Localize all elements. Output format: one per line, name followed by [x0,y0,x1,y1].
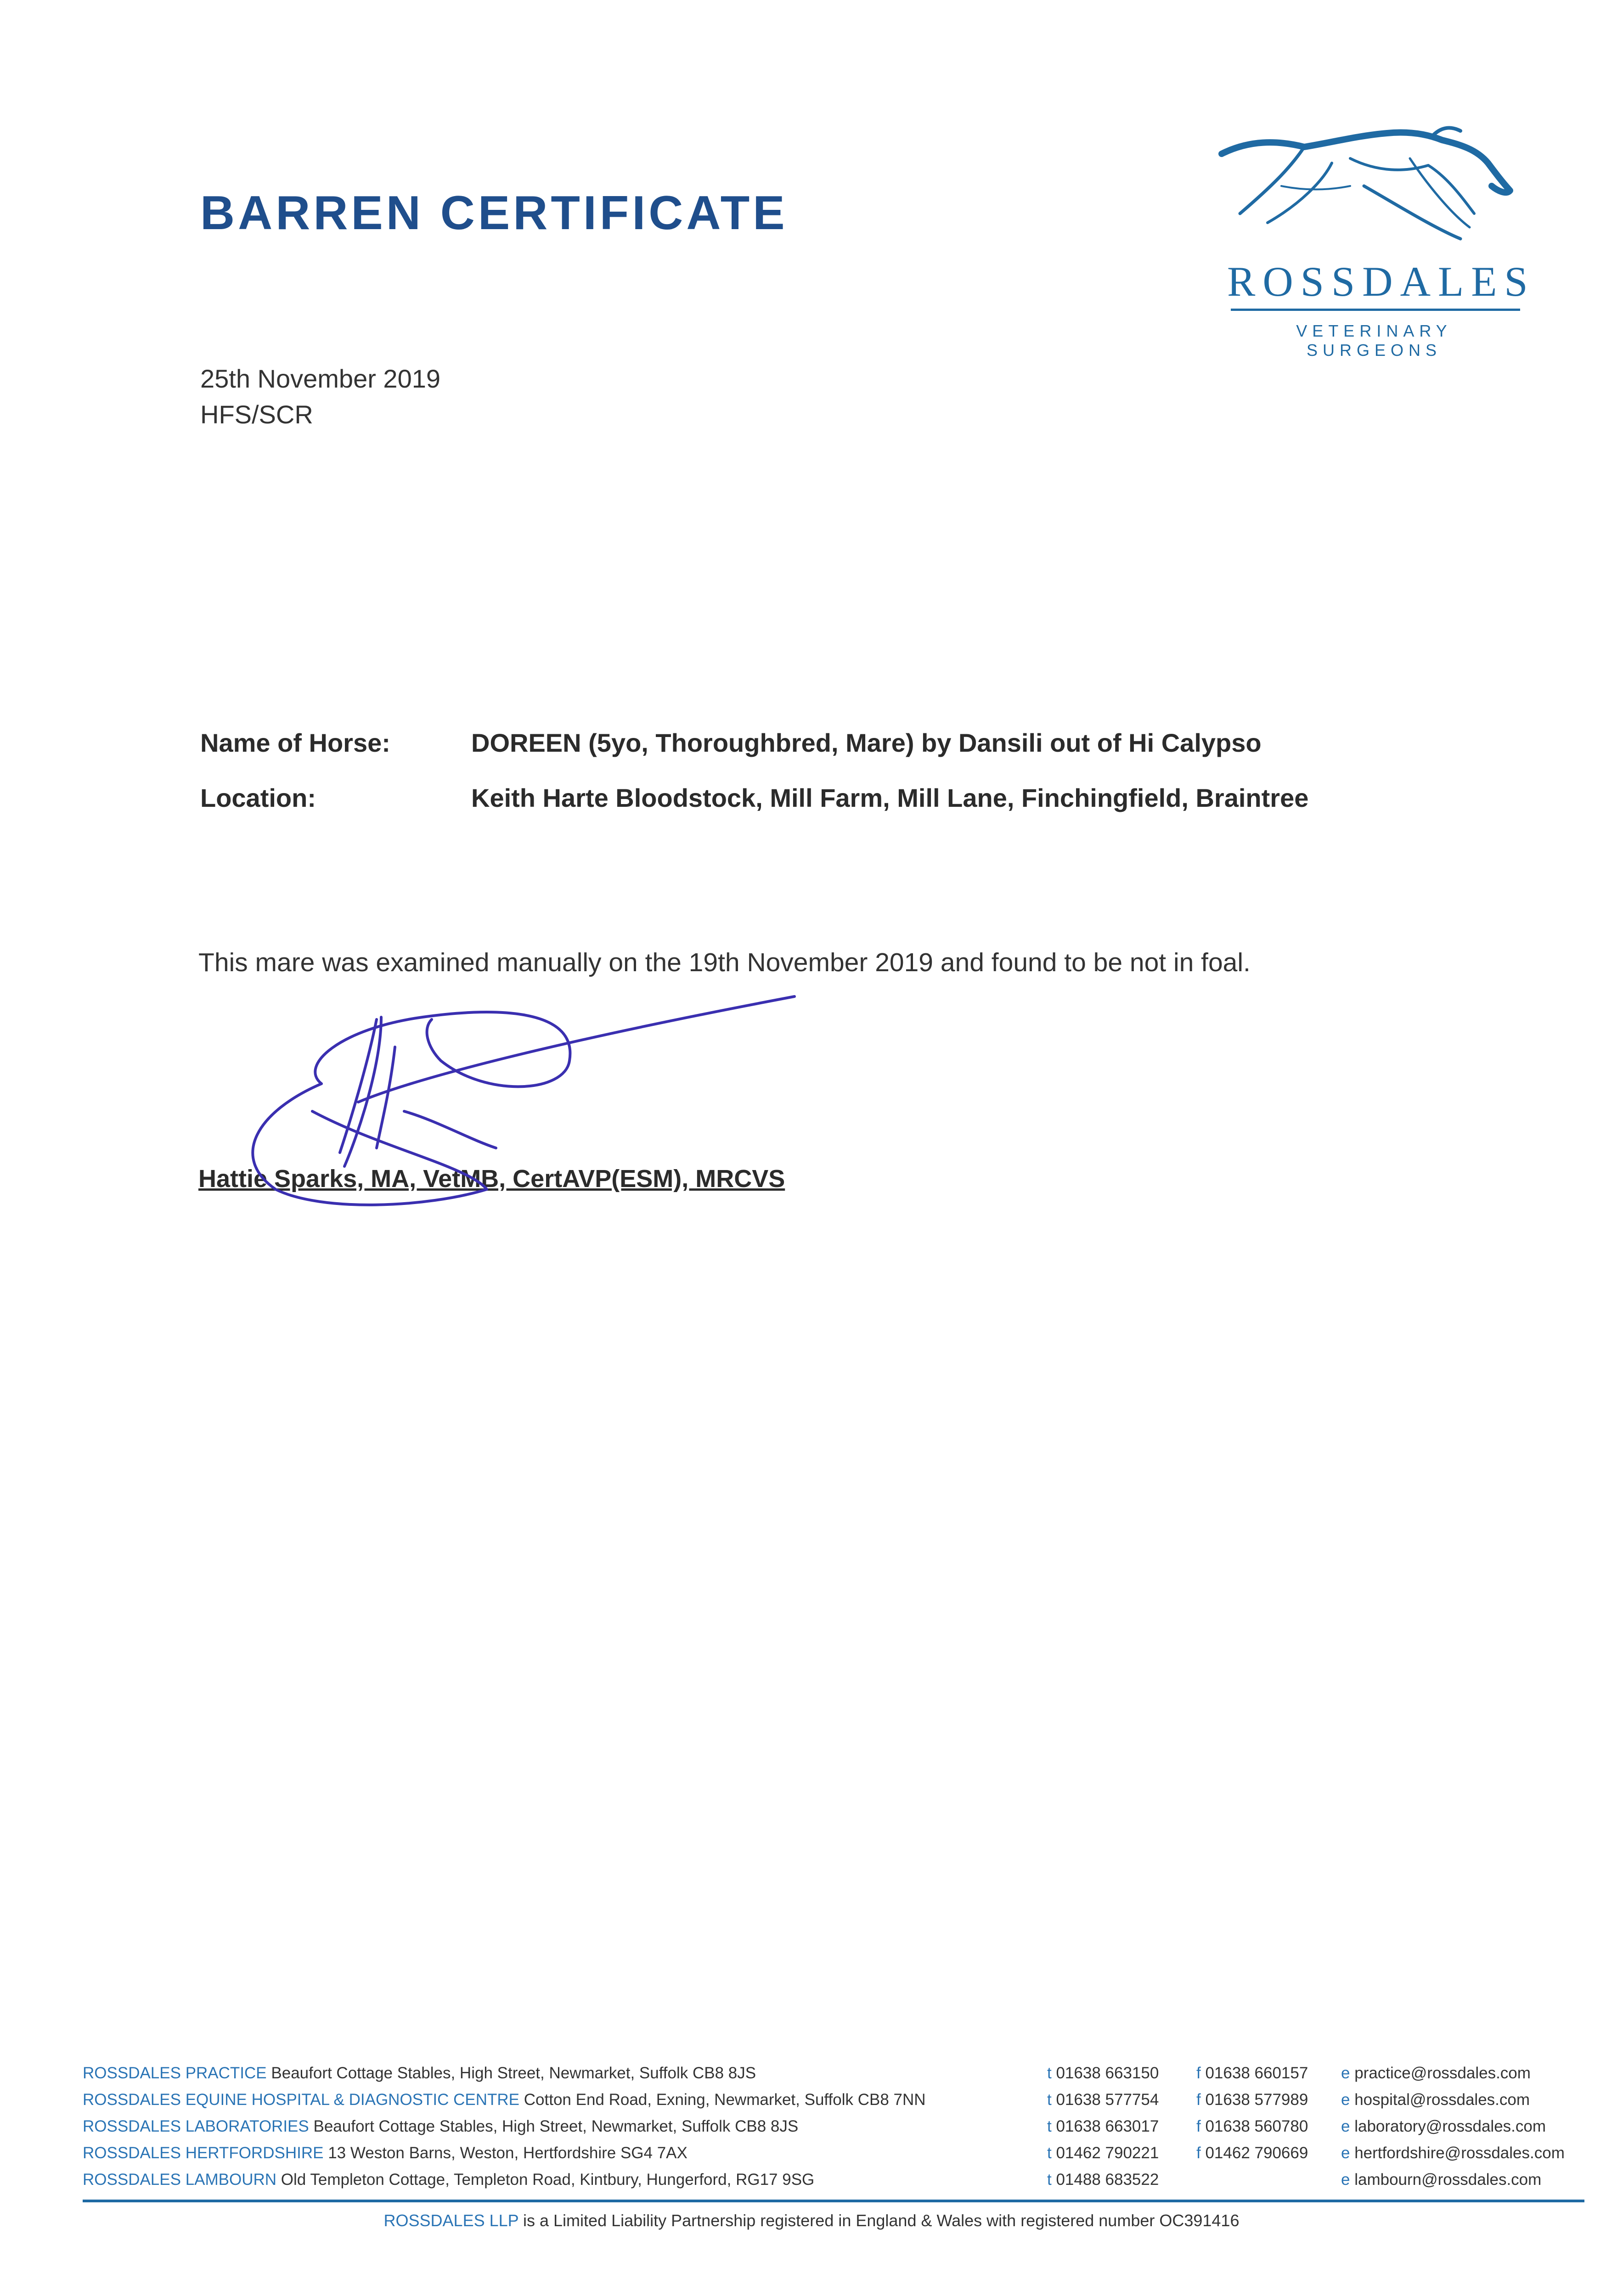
office-fax: 01462 790669 [1205,2144,1308,2162]
tel-prefix: t [1047,2171,1052,2189]
horse-name-value: DOREEN (5yo, Thoroughbred, Mare) by Dansili out of Hi Calypso [471,728,1262,757]
location-value: Keith Harte Bloodstock, Mill Farm, Mill Lane, Finchingfield, Braintree [471,783,1309,812]
signatory-name: Hattie Sparks, MA, VetMB, CertAVP(ESM), MRCVS [198,1165,785,1193]
examination-statement: This mare was examined manually on the 19th November 2019 and found to be not in foal. [198,948,1251,977]
office-email: practice@rossdales.com [1354,2064,1531,2082]
office-name: ROSSDALES LAMBOURN [83,2171,277,2189]
horse-name-label: Name of Horse: [200,728,390,757]
tel-prefix: t [1047,2144,1052,2162]
logo-name: ROSSDALES [1227,258,1535,305]
office-tel: 01638 663150 [1056,2064,1159,2082]
office-name: ROSSDALES PRACTICE [83,2064,267,2082]
office-tel: 01488 683522 [1056,2171,1159,2189]
office-address: Beaufort Cottage Stables, High Street, Newmarket, Suffolk CB8 8JS [271,2064,756,2082]
office-tel: 01638 577754 [1056,2091,1159,2109]
office-fax: 01638 577989 [1205,2091,1308,2109]
office-row [83,2171,1584,2197]
logo-subtitle: VETERINARY SURGEONS [1296,321,1452,360]
registration-name: ROSSDALES LLP [383,2211,518,2230]
office-row [83,2117,1584,2144]
fax-prefix: f [1196,2117,1201,2135]
tel-prefix: t [1047,2117,1052,2135]
tel-prefix: t [1047,2064,1052,2082]
office-fax: 01638 560780 [1205,2117,1308,2135]
letter-date: 25th November 2019 [200,364,441,393]
email-prefix: e [1341,2171,1350,2189]
email-prefix: e [1341,2117,1350,2135]
office-address: Beaufort Cottage Stables, High Street, Newmarket, Suffolk CB8 8JS [313,2117,799,2135]
registration-note [0,2211,1623,2230]
location-label: Location: [200,783,316,812]
office-address: 13 Weston Barns, Weston, Hertfordshire SG4 7AX [328,2144,688,2162]
office-fax: 01638 660157 [1205,2064,1308,2082]
office-name: ROSSDALES LABORATORIES [83,2117,309,2135]
registration-text: is a Limited Liability Partnership registered in England & Wales with registered number OC391416 [523,2211,1240,2230]
fax-prefix: f [1196,2091,1201,2109]
office-email: lambourn@rossdales.com [1354,2171,1542,2189]
office-address: Cotton End Road, Exning, Newmarket, Suffolk CB8 7NN [524,2091,926,2109]
office-tel: 01462 790221 [1056,2144,1159,2162]
office-email: hertfordshire@rossdales.com [1354,2144,1565,2162]
logo-divider [1231,309,1520,311]
office-address: Old Templeton Cottage, Templeton Road, Kintbury, Hungerford, RG17 9SG [281,2171,815,2189]
office-email: hospital@rossdales.com [1354,2091,1530,2109]
certificate-title: BARREN CERTIFICATE [200,186,788,240]
office-email: laboratory@rossdales.com [1354,2117,1546,2135]
email-prefix: e [1341,2144,1350,2162]
footer-divider [83,2200,1584,2202]
office-row [83,2064,1584,2091]
horse-logo-icon [1212,122,1535,351]
office-row [83,2091,1584,2117]
office-row [83,2144,1584,2171]
fax-prefix: f [1196,2064,1201,2082]
office-tel: 01638 663017 [1056,2117,1159,2135]
fax-prefix: f [1196,2144,1201,2162]
letter-reference: HFS/SCR [200,400,313,429]
tel-prefix: t [1047,2091,1052,2109]
office-name: ROSSDALES HERTFORDSHIRE [83,2144,324,2162]
email-prefix: e [1341,2064,1350,2082]
handwritten-signature [230,974,827,1212]
office-name: ROSSDALES EQUINE HOSPITAL & DIAGNOSTIC CENTRE [83,2091,520,2109]
office-directory [83,2064,1584,2197]
email-prefix: e [1341,2091,1350,2109]
